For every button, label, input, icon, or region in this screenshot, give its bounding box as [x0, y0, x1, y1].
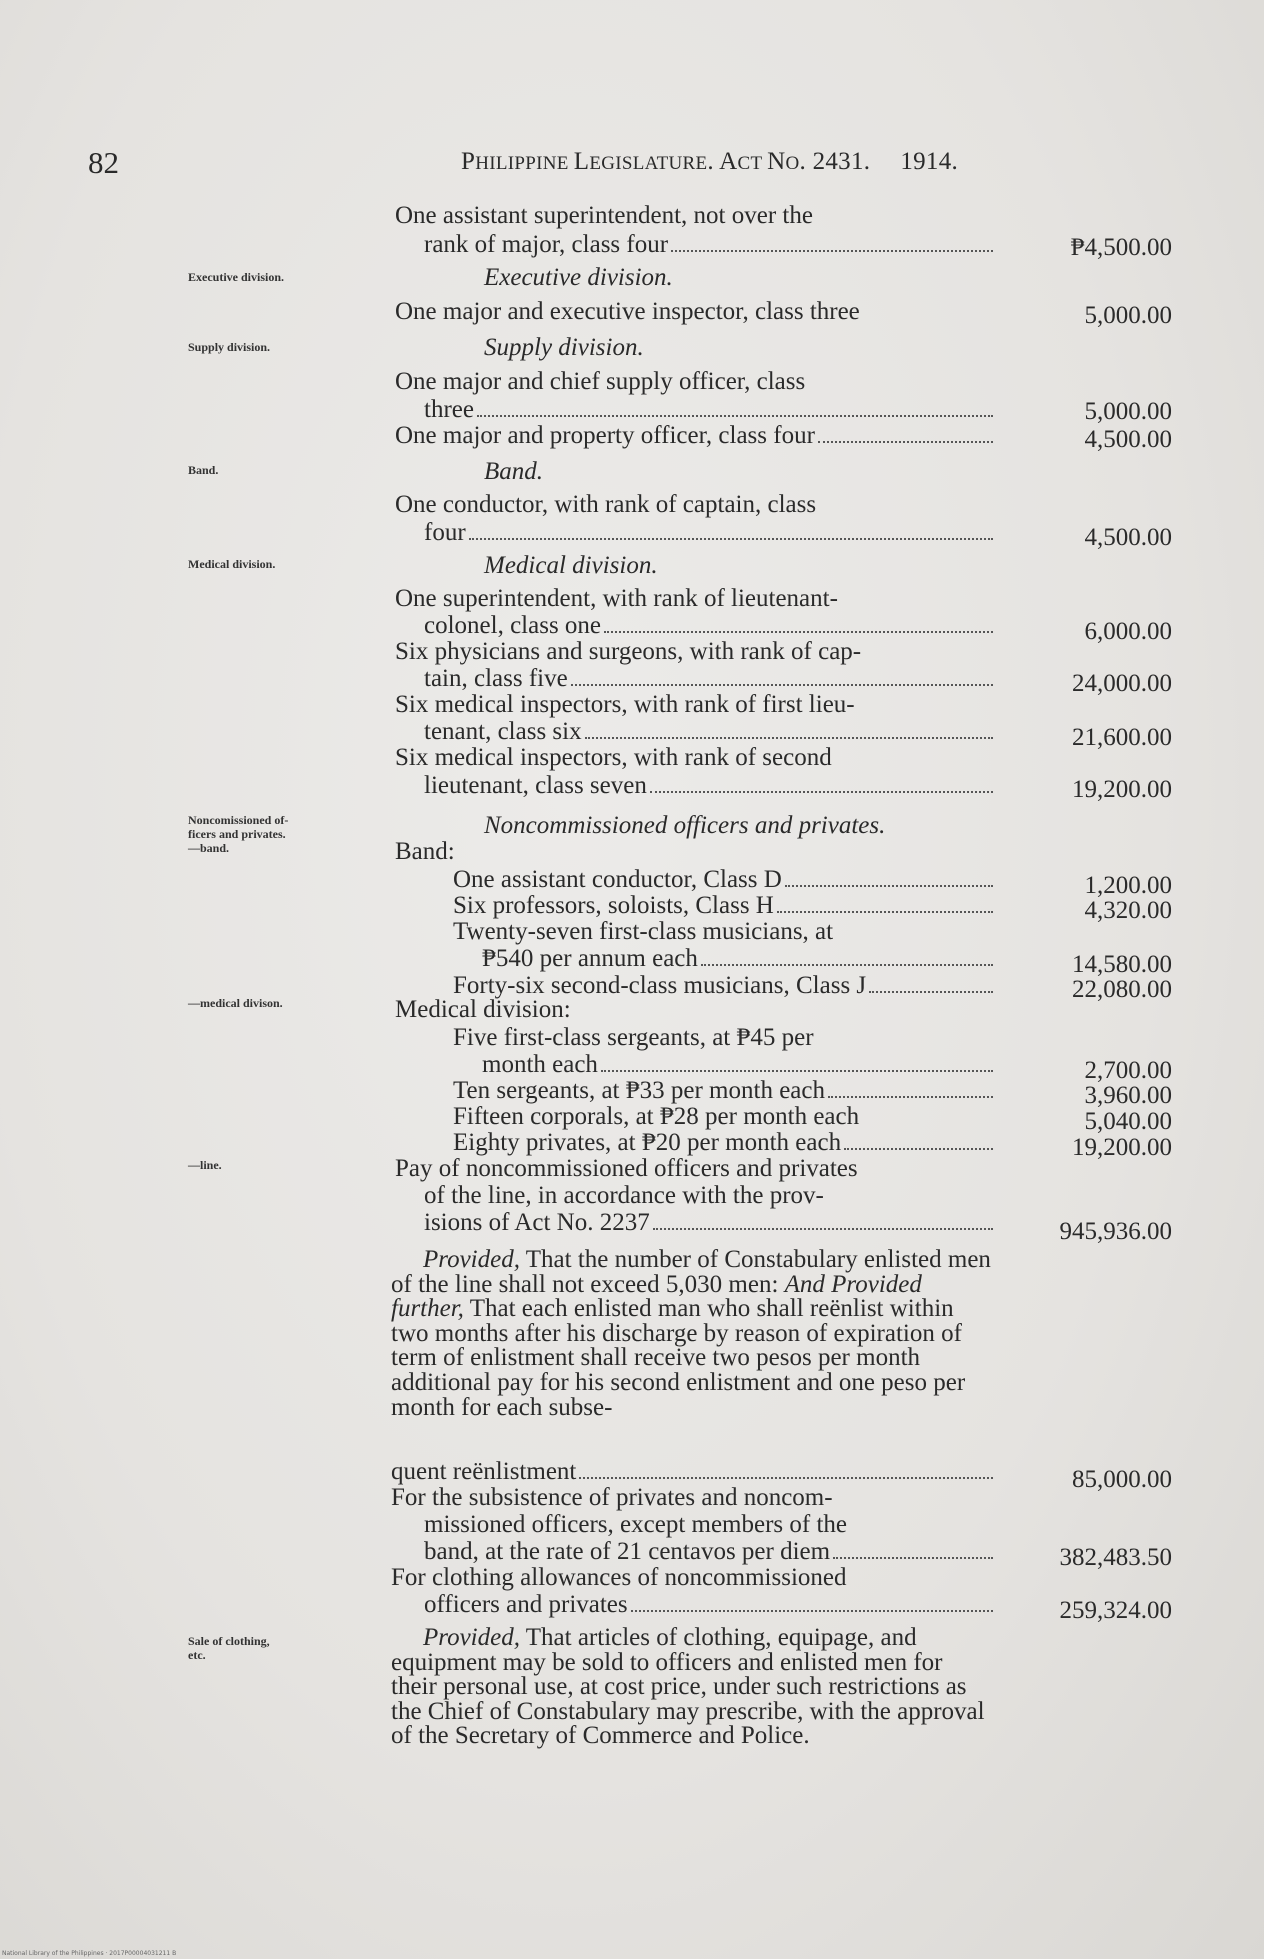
leader-dots — [828, 1077, 993, 1098]
running-head-actno: . 2431. — [799, 148, 871, 175]
margin-note-noncom-line1: Noncomissioned of- — [188, 813, 289, 827]
entry-text: quent reënlistment — [391, 1458, 577, 1485]
entry-text: rank of major, class four — [424, 231, 669, 258]
entry-text: Fifteen corporals, at ₱28 per month each — [453, 1103, 860, 1130]
leader-dots — [601, 1051, 993, 1072]
entry-first-class-sergeants-line1: Five first-class sergeants, at ₱45 per — [453, 1024, 814, 1051]
heading-medical-division: Medical division. — [484, 552, 658, 579]
proviso-enlistment — [391, 1248, 991, 1420]
entry-asst-conductor — [453, 866, 996, 894]
entry-text: Forty-six second-class musicians, Class J — [453, 972, 867, 999]
margin-note-line: —line. — [188, 1158, 222, 1172]
proviso-italic: Provided, — [423, 1624, 520, 1651]
scan-footer: National Library of the Philippines · 2017P00004031211 B — [2, 1950, 177, 1957]
amount-first-class-sergeants: 2,700.00 — [1084, 1057, 1172, 1084]
proviso-text-a: That the number of Constabulary enlisted men of the line shall not exceed 5,030 men: — [391, 1246, 991, 1298]
proviso-text: That articles of clothing, equipage, and equipment may be sold to officers and enlisted men for their personal use, at cost price, under such restrictions as the Chief of Constabulary may prescribe, with the approval of the Secretary of Commerce and Police. — [391, 1624, 985, 1750]
entry-subsistence-line3 — [424, 1538, 996, 1566]
entry-clothing-line2 — [424, 1591, 996, 1619]
leader-dots — [477, 396, 993, 417]
entry-physicians-line1: Six physicians and surgeons, with rank of cap- — [395, 638, 862, 665]
running-head-ct: CT — [737, 153, 768, 174]
running-head-p: P — [461, 148, 476, 175]
proviso-italic: Provided, — [423, 1246, 520, 1273]
entry-med-inspectors-second-line1: Six medical inspectors, with rank of second — [395, 744, 832, 771]
amount-supply-chief: 5,000.00 — [1084, 398, 1172, 425]
entry-pay-line-line3 — [424, 1209, 996, 1237]
margin-note-sale-line2: etc. — [188, 1648, 206, 1662]
leader-dots — [469, 519, 993, 540]
entry-pay-line-line2: of the line, in accordance with the prov- — [424, 1182, 824, 1209]
entry-clothing-line1: For clothing allowances of noncommissioned — [391, 1564, 847, 1591]
entry-asst-superintendent-line2 — [424, 231, 996, 259]
entry-med-inspectors-second-line2 — [424, 772, 996, 800]
amount-supply-property: 4,500.00 — [1084, 426, 1172, 453]
amount-reenlistment: 85,000.00 — [1072, 1466, 1172, 1493]
margin-note-band: Band. — [188, 463, 219, 477]
entry-text: One major and property officer, class four — [395, 422, 815, 449]
leader-dots — [579, 1458, 993, 1479]
leader-dots — [604, 612, 993, 633]
leader-dots — [671, 231, 993, 252]
amount-sergeants: 3,960.00 — [1084, 1082, 1172, 1109]
entry-supply-property — [395, 422, 996, 450]
entry-band-conductor-line2 — [424, 519, 996, 547]
running-head-o: O — [785, 153, 800, 174]
running-head-egislature: EGISLATURE — [589, 153, 708, 174]
entry-text: officers and privates — [424, 1591, 628, 1618]
margin-note-sale-line1: Sale of clothing, — [188, 1634, 270, 1648]
amount-med-inspectors-second: 19,200.00 — [1072, 776, 1172, 803]
heading-noncommissioned: Noncommissioned officers and privates. — [484, 812, 886, 839]
running-head-a: A — [719, 148, 738, 175]
amount-first-class-musicians: 14,580.00 — [1072, 951, 1172, 978]
entry-med-inspectors-first-line2 — [424, 718, 996, 746]
entry-text: three — [424, 396, 474, 423]
entry-text: Eighty privates, at ₱20 per month each — [453, 1129, 842, 1156]
entry-text: four — [424, 519, 466, 546]
entry-pay-line-line1: Pay of noncommissioned officers and privates — [395, 1155, 858, 1182]
entry-supply-chief-line1: One major and chief supply officer, class — [395, 368, 806, 395]
entry-med-superintendent-line1: One superintendent, with rank of lieutenant- — [395, 585, 838, 612]
amount-subsistence: 382,483.50 — [1059, 1544, 1172, 1571]
entry-physicians-line2 — [424, 665, 996, 693]
entry-subsistence-line1: For the subsistence of privates and noncom- — [391, 1484, 833, 1511]
leader-dots — [631, 1591, 993, 1612]
entry-asst-superintendent-line1: One assistant superintendent, not over the — [395, 202, 813, 229]
entry-sergeants — [453, 1077, 996, 1105]
amount-corporals: 5,040.00 — [1084, 1108, 1172, 1135]
label-medical-division: Medical division: — [395, 996, 571, 1023]
entry-text: month each — [482, 1051, 598, 1078]
entry-text: isions of Act No. 2237 — [424, 1209, 650, 1236]
amount-band-conductor: 4,500.00 — [1084, 524, 1172, 551]
entry-privates — [453, 1129, 996, 1157]
entry-med-superintendent-line2 — [424, 612, 996, 640]
leader-dots — [650, 772, 993, 793]
leader-dots — [785, 866, 993, 887]
heading-band: Band. — [484, 458, 544, 485]
margin-note-executive: Executive division. — [188, 270, 285, 284]
entry-first-class-musicians-line1: Twenty-seven first-class musicians, at — [453, 918, 834, 945]
margin-note-supply: Supply division. — [188, 340, 271, 354]
margin-note-sale — [188, 1634, 388, 1662]
amount-asst-conductor: 1,200.00 — [1084, 872, 1172, 899]
leader-dots — [833, 1538, 993, 1559]
entry-text: tenant, class six — [424, 718, 582, 745]
running-head-hilippine: HILIPPINE — [475, 153, 574, 174]
leader-dots — [585, 718, 993, 739]
page-number: 82 — [88, 145, 119, 180]
entry-text: Six professors, soloists, Class H — [453, 892, 774, 919]
entry-exec-major: One major and executive inspector, class three — [395, 298, 860, 325]
leader-dots — [701, 945, 993, 966]
entry-text: Ten sergeants, at ₱33 per month each — [453, 1077, 825, 1104]
amount-med-superintendent: 6,000.00 — [1084, 618, 1172, 645]
entry-text: tain, class five — [424, 665, 568, 692]
entry-text: band, at the rate of 21 centavos per diem — [424, 1538, 831, 1565]
amount-med-inspectors-first: 21,600.00 — [1072, 724, 1172, 751]
entry-first-class-musicians-line2 — [482, 945, 996, 973]
amount-clothing: 259,324.00 — [1059, 1597, 1172, 1624]
amount-professors: 4,320.00 — [1084, 897, 1172, 924]
running-head-l: L — [573, 148, 590, 175]
leader-dots — [571, 665, 993, 686]
proviso-text-b: That each enlisted man who shall reënlist within two months after his discharge by reason of expiration of term of enlistment shall receive two pesos per month additional pay for his second enlistment and one peso per month for each subse- — [391, 1295, 966, 1421]
running-head-n: N — [767, 148, 786, 175]
margin-note-noncom — [188, 813, 388, 855]
entry-professors — [453, 892, 996, 920]
margin-note-noncom-line2: ficers and privates. — [188, 827, 286, 841]
leader-dots — [869, 972, 993, 993]
leader-dots — [653, 1209, 993, 1230]
leader-dots — [818, 422, 993, 443]
amount-exec-major: 5,000.00 — [1084, 302, 1172, 329]
running-head-year: 1914. — [900, 148, 959, 175]
entry-subsistence-line2: missioned officers, except members of the — [424, 1511, 848, 1538]
amount-physicians: 24,000.00 — [1072, 670, 1172, 697]
proviso-italic-further: And Provided further, — [391, 1270, 922, 1323]
proviso-enlistment-last-line — [391, 1458, 996, 1486]
entry-text: One assistant conductor, Class D — [453, 866, 782, 893]
entry-text: colonel, class one — [424, 612, 602, 639]
entry-supply-chief-line2 — [424, 396, 996, 424]
heading-supply-division: Supply division. — [484, 334, 644, 361]
label-band: Band: — [395, 838, 455, 865]
amount-pay-line: 945,936.00 — [1059, 1218, 1172, 1245]
heading-executive-division: Executive division. — [484, 264, 673, 291]
entry-med-inspectors-first-line1: Six medical inspectors, with rank of first lieu- — [395, 691, 855, 718]
entry-corporals — [453, 1103, 996, 1131]
margin-note-noncom-line3: —band. — [188, 841, 230, 855]
amount-asst-superintendent: ₱4,500.00 — [1070, 234, 1172, 261]
margin-note-medical-division: —medical divison. — [188, 996, 283, 1010]
amount-privates: 19,200.00 — [1072, 1134, 1172, 1161]
entry-text: lieutenant, class seven — [424, 772, 647, 799]
leader-dots — [844, 1129, 993, 1150]
proviso-clothing-sale — [391, 1626, 991, 1749]
entry-text: ₱540 per annum each — [482, 945, 698, 972]
running-head-sep: . — [707, 148, 720, 175]
leader-dots — [777, 892, 993, 913]
running-head — [461, 148, 958, 176]
entry-first-class-sergeants-line2 — [482, 1051, 996, 1079]
amount-second-class-musicians: 22,080.00 — [1072, 976, 1172, 1003]
entry-band-conductor-line1: One conductor, with rank of captain, class — [395, 491, 817, 518]
margin-note-medical: Medical division. — [188, 557, 276, 571]
